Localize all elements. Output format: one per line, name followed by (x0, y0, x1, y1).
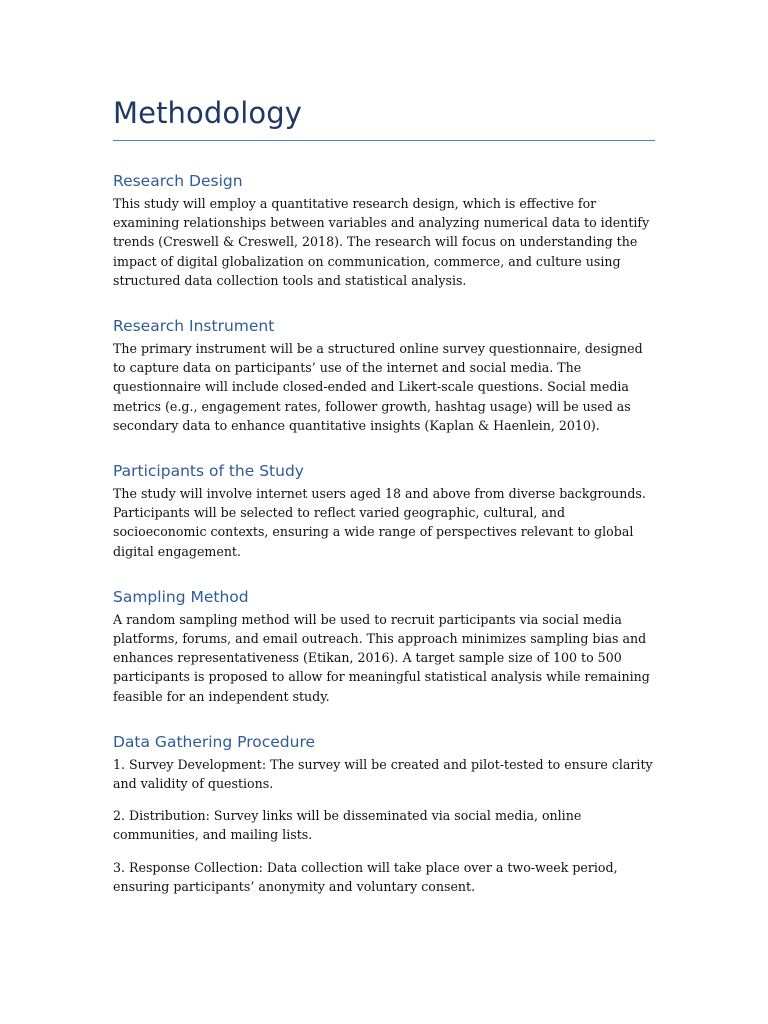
section-data-gathering (113, 732, 655, 896)
section-paragraph: A random sampling method will be used to recruit participants via social media platforms, forums, and email outreach. This approach minimizes sampling bias and enhances representativeness (Etikan, 2016). A target sample size of 100 to 500 participants is proposed to allow for meaningful statistical analysis while remaining feasible for an independent study. (113, 611, 650, 704)
section-research-instrument (113, 316, 655, 435)
section-heading: Research Design (113, 172, 243, 190)
section-participants (113, 461, 655, 561)
section-sampling-method (113, 587, 655, 706)
section-paragraph: This study will employ a quantitative research design, which is effective for examining relationships between variables and analyzing numerical data to identify trends (Creswell & Creswell, 2018). The research will focus on understanding the impact of digital globalization on communication, commerce, and culture using structured data collection tools and statistical analysis. (113, 196, 650, 288)
section-heading: Research Instrument (113, 317, 275, 336)
section-paragraph: The study will involve internet users aged 18 and above from diverse backgrounds. Participants will be selected to reflect varied geographic, cultural, and socioeconomic contexts, ensuring a wide range of perspectives relevant to global digital engagement. (113, 486, 646, 559)
section-heading: Sampling Method (113, 587, 249, 606)
list-item: 3. Response Collection: Data collection will take place over a two-week period, ensuring participants’ anonymity and voluntary consent. (113, 859, 618, 894)
page-title: Methodology (113, 92, 655, 141)
section-paragraph: The primary instrument will be a structured online survey questionnaire, designed to capture data on participants’ use of the internet and social media. The questionnaire will include closed-ended and Likert-scale questions. Social media metrics (e.g., engagement rates, follower growth, hashtag usage) will be used as secondary data to enhance quantitative insights (Kaplan & Haenlein, 2010). (113, 341, 643, 433)
list-item: 2. Distribution: Survey links will be disseminated via social media, online communities, and mailing lists. (113, 808, 582, 843)
section-heading: Data Gathering Procedure (113, 732, 316, 751)
list-item: 1. Survey Development: The survey will be created and pilot-tested to ensure clarity and validity of questions. (113, 756, 653, 792)
document-page (113, 92, 655, 896)
section-heading: Participants of the Study (113, 462, 304, 481)
section-research-design (113, 171, 655, 290)
